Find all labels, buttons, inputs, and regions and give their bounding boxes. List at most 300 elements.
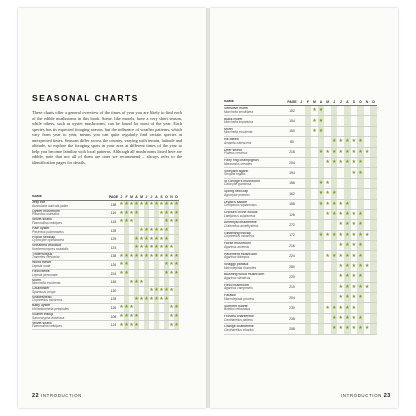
season-star-icon: ★ [154, 252, 159, 259]
month-cell [324, 231, 331, 240]
month-cell [331, 303, 338, 312]
header-month: J [120, 194, 123, 199]
month-cell [298, 148, 305, 157]
month-cell [337, 251, 344, 260]
species-latin: Morchella esculenta [224, 130, 253, 135]
season-star-icon: ★ [345, 231, 350, 238]
species-latin: Coprinellus micaceus [224, 234, 255, 239]
header-month: N [170, 194, 173, 199]
season-star-icon: ★ [164, 261, 169, 268]
month-cell [351, 116, 358, 125]
season-star-icon: ★ [351, 242, 357, 249]
species-cell [32, 279, 108, 286]
season-star-icon: ★ [338, 200, 343, 207]
page-ref: 156 [289, 181, 295, 186]
species-cell [32, 236, 108, 243]
season-star-icon: ★ [169, 252, 174, 259]
month-cell [318, 262, 325, 271]
season-star-icon: ★ [134, 209, 139, 216]
month-cell [324, 303, 331, 312]
month-cell [331, 116, 338, 125]
month-cell [318, 210, 325, 219]
month-cell [174, 313, 179, 321]
month-cell [344, 251, 351, 260]
species-name: Pale oyster [32, 227, 50, 231]
table-row [32, 304, 179, 313]
month-cell [370, 303, 377, 312]
season-star-icon: ★ [325, 179, 330, 186]
species-cell [32, 270, 108, 277]
page-ref: 220 [289, 274, 295, 279]
intro-paragraph: These charts offer a general overview of the times of year you are likely to find each of the edible mushrooms in this book. Some, like morels, have a very short season, while others, such as oyster mushrooms, can be found for most of the year. Each species has its expected foraging season, but the influence of weather patterns, which vary from year to year, means you can quite regularly find certain species at unexpected times. Seasons differ across the country, varying with terrain, latitude and altitude, so explore the foraging spots in your area at different times of the year to help you become familiar with local patterns. Although all mushrooms listed here are edible, note that not all of them are ones we recommend – always refer to the identification pages for details. [32, 110, 182, 165]
season-star-icon: ★ [164, 270, 169, 277]
table-row [224, 148, 377, 158]
header-name: NAME [224, 99, 234, 103]
footer-left [32, 393, 82, 399]
month-cell [364, 179, 371, 188]
month-cell [337, 272, 344, 281]
season-star-icon: ★ [358, 273, 363, 280]
header-name: NAME [32, 194, 42, 198]
month-cell [174, 218, 179, 226]
month-cell [344, 179, 351, 188]
table-row [32, 321, 179, 330]
month-cell [351, 158, 358, 167]
season-star-icon: ★ [154, 227, 159, 234]
month-cell [351, 231, 358, 240]
month-cell [311, 179, 318, 188]
species-latin: Trametes versicolor [32, 255, 60, 260]
season-star-icon: ★ [325, 190, 330, 197]
season-star-icon: ★ [345, 211, 350, 218]
page-ref: 280 [289, 264, 295, 269]
species-cell [224, 170, 286, 177]
species-cell [224, 118, 286, 125]
month-cell [370, 179, 377, 188]
species-cell [224, 107, 286, 114]
season-star-icon: ★ [159, 227, 164, 234]
month-cell [311, 116, 318, 125]
month-cell [324, 262, 331, 271]
season-star-icon: ★ [159, 235, 164, 242]
species-name: St George's mushroom [224, 179, 260, 183]
species-latin: Sarcoscypha austriaca [32, 315, 65, 320]
species-cell [224, 159, 286, 166]
species-name: Scarlet elfcup [32, 313, 54, 317]
season-star-icon: ★ [338, 148, 343, 155]
month-cell [174, 235, 179, 243]
season-star-icon: ★ [318, 190, 324, 197]
month-cell [344, 220, 351, 229]
header-month: J [145, 194, 148, 199]
season-star-icon: ★ [325, 231, 330, 238]
month-cell [331, 158, 338, 167]
month-cell [298, 283, 305, 292]
season-star-icon: ★ [318, 117, 324, 124]
species-cell [224, 273, 286, 280]
season-star-icon: ★ [119, 270, 124, 277]
species-name: Deer shield [224, 148, 242, 152]
species-cell [224, 284, 286, 291]
species-cell [224, 263, 286, 270]
month-cell [370, 220, 377, 229]
month-cell [298, 116, 305, 125]
month-cell [305, 324, 312, 333]
month-cell [305, 189, 312, 198]
season-star-icon: ★ [144, 295, 149, 302]
season-star-icon: ★ [318, 200, 324, 207]
month-cell [357, 189, 364, 198]
season-star-icon: ★ [358, 242, 363, 249]
month-cell [357, 272, 364, 281]
month-cell [298, 189, 305, 198]
month-cell [370, 127, 377, 136]
species-latin: Auricularia auricula-judae [32, 203, 68, 208]
month-cell [331, 324, 338, 333]
month-cell [305, 231, 312, 240]
page-number: 23 [383, 393, 391, 399]
season-star-icon: ★ [169, 261, 174, 268]
month-cell [298, 220, 305, 229]
season-star-icon: ★ [124, 252, 129, 259]
season-star-icon: ★ [358, 283, 363, 290]
species-cell [32, 218, 108, 225]
month-cell [318, 293, 325, 302]
header-month: S [352, 99, 356, 104]
month-cell [305, 293, 312, 302]
table-header [32, 193, 179, 201]
month-cell [357, 179, 364, 188]
species-latin: Macrolepiota procera [224, 296, 254, 301]
season-star-icon: ★ [325, 200, 330, 207]
month-cell [324, 251, 331, 260]
season-star-icon: ★ [154, 201, 159, 208]
month-cell [344, 137, 351, 146]
season-star-icon: ★ [331, 315, 337, 321]
species-cell [32, 304, 108, 311]
season-star-icon: ★ [139, 201, 144, 208]
season-star-icon: ★ [119, 218, 124, 225]
month-cell [311, 127, 318, 136]
season-star-icon: ★ [129, 278, 134, 285]
header-month: M [130, 194, 133, 199]
page-ref: 154 [289, 119, 295, 124]
month-cell [351, 148, 358, 157]
month-cell [305, 106, 312, 115]
season-star-icon: ★ [124, 321, 129, 328]
month-cell [344, 324, 351, 333]
month-cell [357, 283, 364, 292]
species-name: Cauliflower [32, 287, 50, 291]
season-star-icon: ★ [345, 263, 350, 270]
month-cell [331, 127, 338, 136]
species-name: Horse mushroom [224, 242, 251, 246]
month-cell [370, 283, 377, 292]
month-cell [364, 324, 371, 333]
month-cell [364, 116, 371, 125]
table-row [32, 201, 179, 210]
season-star-icon: ★ [134, 201, 139, 208]
page-ref: 108 [110, 314, 117, 319]
table-row [224, 324, 377, 334]
month-cell [364, 137, 371, 146]
species-latin: Hohenbuehelia petaloides [32, 306, 69, 311]
page-ref: 124 [110, 245, 117, 250]
table-row [224, 137, 377, 147]
month-cell [298, 158, 305, 167]
species-cell [224, 242, 286, 249]
season-star-icon: ★ [351, 273, 357, 280]
page-ref: 128 [110, 297, 117, 302]
month-cell [351, 293, 358, 302]
species-name: Wood blewit [32, 261, 52, 265]
month-cell [357, 200, 364, 209]
season-star-icon: ★ [144, 201, 149, 208]
species-latin: Cerioporus squamosus [224, 203, 257, 208]
season-star-icon: ★ [351, 325, 357, 332]
month-cell [351, 314, 358, 323]
page-ref: 128 [110, 228, 117, 233]
species-latin: Morchella semilibera [224, 109, 254, 114]
season-star-icon: ★ [149, 227, 154, 234]
season-star-icon: ★ [144, 227, 149, 234]
month-cell [318, 314, 325, 323]
month-cell [311, 262, 318, 271]
season-star-icon: ★ [129, 304, 134, 311]
header-month: J [333, 99, 336, 104]
season-star-icon: ★ [124, 209, 129, 216]
month-cell [298, 293, 305, 302]
seasonal-table-right [224, 98, 377, 335]
season-star-icon: ★ [331, 304, 337, 311]
species-name: Morel [32, 278, 41, 282]
month-cell [311, 314, 318, 323]
month-cell [331, 241, 338, 250]
season-star-icon: ★ [358, 221, 363, 228]
month-cell [311, 158, 318, 167]
season-star-icon: ★ [149, 295, 154, 302]
month-cell [324, 200, 331, 209]
month-cell [344, 106, 351, 115]
season-star-icon: ★ [119, 252, 124, 259]
table-row [224, 303, 377, 313]
page-ref: 152 [289, 108, 295, 113]
season-star-icon: ★ [364, 325, 370, 332]
page-ref: 150 [289, 129, 295, 134]
season-star-icon: ★ [139, 235, 144, 242]
season-star-icon: ★ [345, 159, 350, 166]
season-star-icon: ★ [164, 218, 169, 225]
season-star-icon: ★ [358, 315, 363, 321]
footer-label: INTRODUCTION [341, 393, 382, 398]
month-cell [311, 210, 318, 219]
species-latin: Flammulina velutipes [32, 220, 62, 225]
season-star-icon: ★ [139, 295, 144, 302]
season-star-icon: ★ [124, 218, 129, 225]
month-cell [318, 272, 325, 281]
month-cell [344, 272, 351, 281]
season-star-icon: ★ [345, 138, 350, 145]
month-cell [337, 324, 344, 333]
month-cell [337, 158, 344, 167]
month-cell [298, 241, 305, 250]
header-month: A [319, 99, 323, 104]
season-star-icon: ★ [338, 138, 343, 145]
season-star-icon: ★ [364, 231, 370, 238]
season-star-icon: ★ [345, 304, 350, 311]
species-cell [224, 253, 286, 260]
month-cell [344, 148, 351, 157]
species-name: Summer bolete [224, 304, 248, 308]
month-cell [370, 137, 377, 146]
season-star-icon: ★ [174, 270, 179, 277]
header-month: A [135, 194, 138, 199]
month-cell [311, 293, 318, 302]
species-name: Field mushroom [224, 283, 250, 287]
month-cell [370, 200, 377, 209]
month-cell [174, 253, 179, 261]
season-star-icon: ★ [134, 244, 139, 251]
season-star-icon: ★ [331, 231, 337, 238]
month-cell [331, 179, 338, 188]
month-cell [305, 220, 312, 229]
header-month: N [365, 99, 369, 104]
month-cell [351, 272, 358, 281]
species-latin: Cyclocybe cylindracea [32, 238, 64, 243]
month-cell [324, 241, 331, 250]
season-star-icon: ★ [134, 295, 139, 302]
month-cell [311, 283, 318, 292]
page-ref: 272 [289, 222, 295, 227]
table-row [224, 283, 377, 293]
species-cell [32, 210, 108, 217]
season-star-icon: ★ [124, 261, 129, 268]
season-star-icon: ★ [169, 304, 174, 311]
month-cell [357, 168, 364, 177]
month-cell [318, 231, 325, 240]
species-name: Morel [224, 127, 233, 131]
month-cell [344, 127, 351, 136]
month-cell [331, 262, 338, 271]
month-cell [324, 314, 331, 323]
season-star-icon: ★ [169, 201, 174, 208]
month-cell [318, 106, 325, 115]
month-cell [174, 321, 179, 329]
month-cell [305, 158, 312, 167]
season-star-icon: ★ [351, 283, 357, 290]
species-cell [224, 325, 286, 332]
month-cell [318, 303, 325, 312]
month-cell [298, 272, 305, 281]
month-cell [357, 127, 364, 136]
season-star-icon: ★ [124, 270, 129, 277]
month-cell [174, 210, 179, 218]
season-star-icon: ★ [338, 242, 343, 249]
season-star-icon: ★ [164, 295, 169, 302]
month-cell [364, 158, 371, 167]
month-cell [337, 189, 344, 198]
season-star-icon: ★ [351, 304, 357, 311]
header-month: O [359, 99, 362, 104]
table-row [32, 244, 179, 253]
season-star-icon: ★ [351, 169, 357, 176]
month-cell [305, 179, 312, 188]
season-star-icon: ★ [364, 283, 370, 290]
season-star-icon: ★ [144, 244, 149, 251]
header-page: PAGE [108, 194, 119, 199]
season-star-icon: ★ [169, 321, 174, 328]
species-cell [224, 180, 286, 187]
season-star-icon: ★ [174, 261, 179, 268]
species-latin: Agaricus arvensis [224, 244, 250, 249]
season-star-icon: ★ [325, 148, 330, 155]
month-cell [305, 241, 312, 250]
season-star-icon: ★ [338, 231, 343, 238]
season-star-icon: ★ [164, 252, 169, 259]
month-cell [337, 200, 344, 209]
month-cell [324, 220, 331, 229]
month-cell [370, 272, 377, 281]
month-cell [351, 179, 358, 188]
table-row [224, 168, 377, 178]
page-ref: 116 [110, 211, 117, 216]
month-cell [298, 231, 305, 240]
species-name: Sheathed woodtuft [32, 244, 62, 248]
month-cell [357, 106, 364, 115]
month-cell [305, 262, 312, 271]
month-cell [337, 293, 344, 302]
page-ref: 118 [110, 219, 117, 224]
species-latin: Agaricus bitorquis [224, 255, 250, 260]
season-star-icon: ★ [164, 287, 169, 294]
month-cell [318, 168, 325, 177]
season-star-icon: ★ [144, 252, 149, 259]
species-latin: Marasmius oreades [224, 161, 252, 166]
month-cell [324, 272, 331, 281]
page-ref: 80 [290, 139, 294, 144]
season-star-icon: ★ [149, 244, 154, 251]
month-cell [311, 106, 318, 115]
month-cell [298, 210, 305, 219]
species-name: Glistening inkcap [224, 231, 251, 235]
season-star-icon: ★ [174, 321, 179, 328]
month-cell [351, 168, 358, 177]
header-month: F [125, 194, 128, 199]
season-star-icon: ★ [351, 252, 357, 259]
species-cell [224, 221, 286, 228]
month-cell [337, 303, 344, 312]
month-cell [311, 189, 318, 198]
season-star-icon: ★ [345, 315, 350, 321]
month-cell [298, 106, 305, 115]
page-ref: 238 [289, 316, 295, 321]
species-latin: Flammulina velutipes [32, 324, 62, 329]
month-cell [311, 168, 318, 177]
species-latin: Agaricus silvaticus [224, 275, 251, 280]
season-star-icon: ★ [364, 263, 370, 270]
table-row [224, 293, 377, 303]
season-star-icon: ★ [338, 325, 343, 332]
month-cell [298, 137, 305, 146]
month-cell [174, 287, 179, 295]
month-cell [331, 200, 338, 209]
month-cell [364, 251, 371, 260]
month-cell [318, 324, 325, 333]
month-cell [370, 168, 377, 177]
season-star-icon: ★ [358, 263, 363, 270]
species-name: Amethyst chanterelle [224, 221, 257, 225]
season-star-icon: ★ [358, 231, 363, 238]
